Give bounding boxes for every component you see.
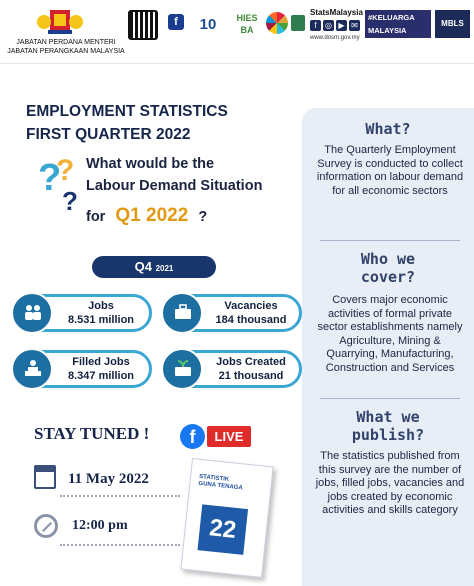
card-label	[203, 299, 299, 327]
briefcase-plant-icon	[174, 359, 192, 377]
facebook-icon[interactable]: f	[310, 20, 321, 31]
instagram-icon[interactable]: ◎	[323, 20, 334, 31]
hies-logo-line-2: BA	[240, 25, 254, 35]
card-title: Jobs	[88, 300, 114, 312]
dotted-divider	[60, 544, 180, 546]
publication-title	[198, 474, 263, 495]
badge-year: 2021	[155, 264, 174, 273]
malaysia-crest-icon	[36, 6, 84, 36]
publish-title	[302, 408, 474, 444]
live-badge[interactable]: LIVE	[207, 426, 251, 447]
hashtag-line-1: #KELUARGA	[368, 13, 415, 22]
question-text	[86, 153, 262, 197]
keluarga-malaysia-logo	[365, 10, 431, 38]
publication-cover	[180, 458, 273, 578]
card-label	[53, 355, 149, 383]
dotted-divider	[60, 495, 180, 497]
sdg-badge-icon	[291, 15, 305, 31]
who-title-line-1: Who we	[360, 250, 416, 268]
page-title	[26, 100, 228, 146]
publication-title-line-2: GUNA TENAGA	[198, 480, 243, 492]
card-title: Jobs Created	[216, 356, 286, 368]
mbls-logo: MBLS	[435, 10, 470, 38]
section-divider	[320, 240, 460, 241]
sdg-wheel-icon	[266, 12, 288, 34]
stay-tuned-heading: STAY TUNED !	[34, 424, 150, 443]
hies-logo-line-1: HIES	[236, 13, 258, 23]
title-line-2: FIRST QUARTER 2022	[26, 126, 191, 143]
question-mark: ?	[198, 209, 208, 225]
facebook-square-icon: f	[168, 14, 184, 30]
briefcase-icon	[174, 303, 192, 321]
calendar-icon	[34, 465, 56, 489]
who-title-line-2: cover?	[360, 268, 416, 286]
card-icon-circle	[161, 348, 203, 390]
card-label	[203, 355, 299, 383]
card-value: 8.347 million	[67, 370, 135, 382]
card-title: Filled Jobs	[72, 356, 130, 368]
publication-title-line-1: STATISTIK	[198, 473, 230, 483]
facebook-live-icon[interactable]: f	[180, 424, 205, 449]
what-title: What?	[365, 120, 411, 138]
publish-title-line-1: What we	[356, 408, 420, 426]
card-title: Vacancies	[224, 300, 278, 312]
card-value: 184 thousand	[215, 314, 287, 326]
badge-quarter: Q4	[134, 259, 152, 274]
stat-card-vacancies	[164, 294, 302, 332]
worker-desk-icon	[24, 359, 42, 377]
quarter-line	[86, 205, 207, 227]
agency-name	[6, 39, 126, 56]
svg-text:?: ?	[38, 157, 62, 199]
title-line-1: EMPLOYMENT STATISTICS	[26, 103, 228, 120]
hashtag-line-2: MALAYSIA	[368, 26, 407, 35]
period-badge	[92, 256, 216, 278]
card-icon-circle	[11, 292, 53, 334]
svg-text:?: ?	[62, 186, 78, 216]
question-line-1: What would be the	[86, 156, 215, 172]
question-line-2: Labour Demand Situation	[86, 178, 263, 194]
agency-line-2: JABATAN PERANGKAAN MALAYSIA	[7, 47, 125, 55]
website-link[interactable]: www.dosm.gov.my	[310, 35, 360, 41]
quarter-highlight: Q1 2022	[115, 205, 189, 226]
card-icon-circle	[11, 348, 53, 390]
svg-text:?: ?	[56, 154, 75, 187]
stat-card-jobs-created	[164, 350, 302, 388]
card-icon-circle	[161, 292, 203, 334]
agency-line-1: JABATAN PERDANA MENTERI	[16, 39, 116, 46]
youtube-icon[interactable]: ▶	[336, 20, 347, 31]
card-label	[53, 299, 149, 327]
publish-title-line-2: publish?	[351, 426, 425, 444]
hies-logo	[232, 10, 262, 40]
qr-code-icon	[128, 10, 158, 40]
for-word: for	[86, 209, 106, 225]
who-title	[302, 250, 474, 286]
email-icon[interactable]: ✉	[349, 20, 360, 31]
stats-malaysia-brand: StatsMalaysia	[310, 8, 363, 17]
publication-year-graphic: 22	[197, 504, 248, 555]
card-value: 21 thousand	[218, 370, 284, 382]
question-marks-icon	[32, 150, 90, 216]
release-date: 11 May 2022	[68, 471, 149, 487]
release-time: 12:00 pm	[72, 518, 128, 533]
section-divider	[320, 398, 460, 399]
who-body: Covers major economic activities of formal private sector establishments namely Agriculture, Mining & Quarrying, Manufacturing, Construction and Services	[317, 294, 463, 374]
card-value: 8.531 million	[67, 314, 135, 326]
stat-card-jobs	[14, 294, 152, 332]
publish-body: The statistics published from this survey are the number of jobs, filled jobs, vacancies and jobs created by economic activities and skills category	[315, 450, 465, 516]
clock-icon	[34, 514, 58, 538]
anniversary-logo: 10	[199, 16, 217, 33]
stat-card-filled-jobs	[14, 350, 152, 388]
office-workers-icon	[24, 303, 42, 321]
info-panel	[302, 108, 474, 586]
header-bar	[0, 0, 474, 64]
what-body: The Quarterly Employment Survey is conducted to collect information on labour demand for all economic sectors	[316, 144, 464, 197]
